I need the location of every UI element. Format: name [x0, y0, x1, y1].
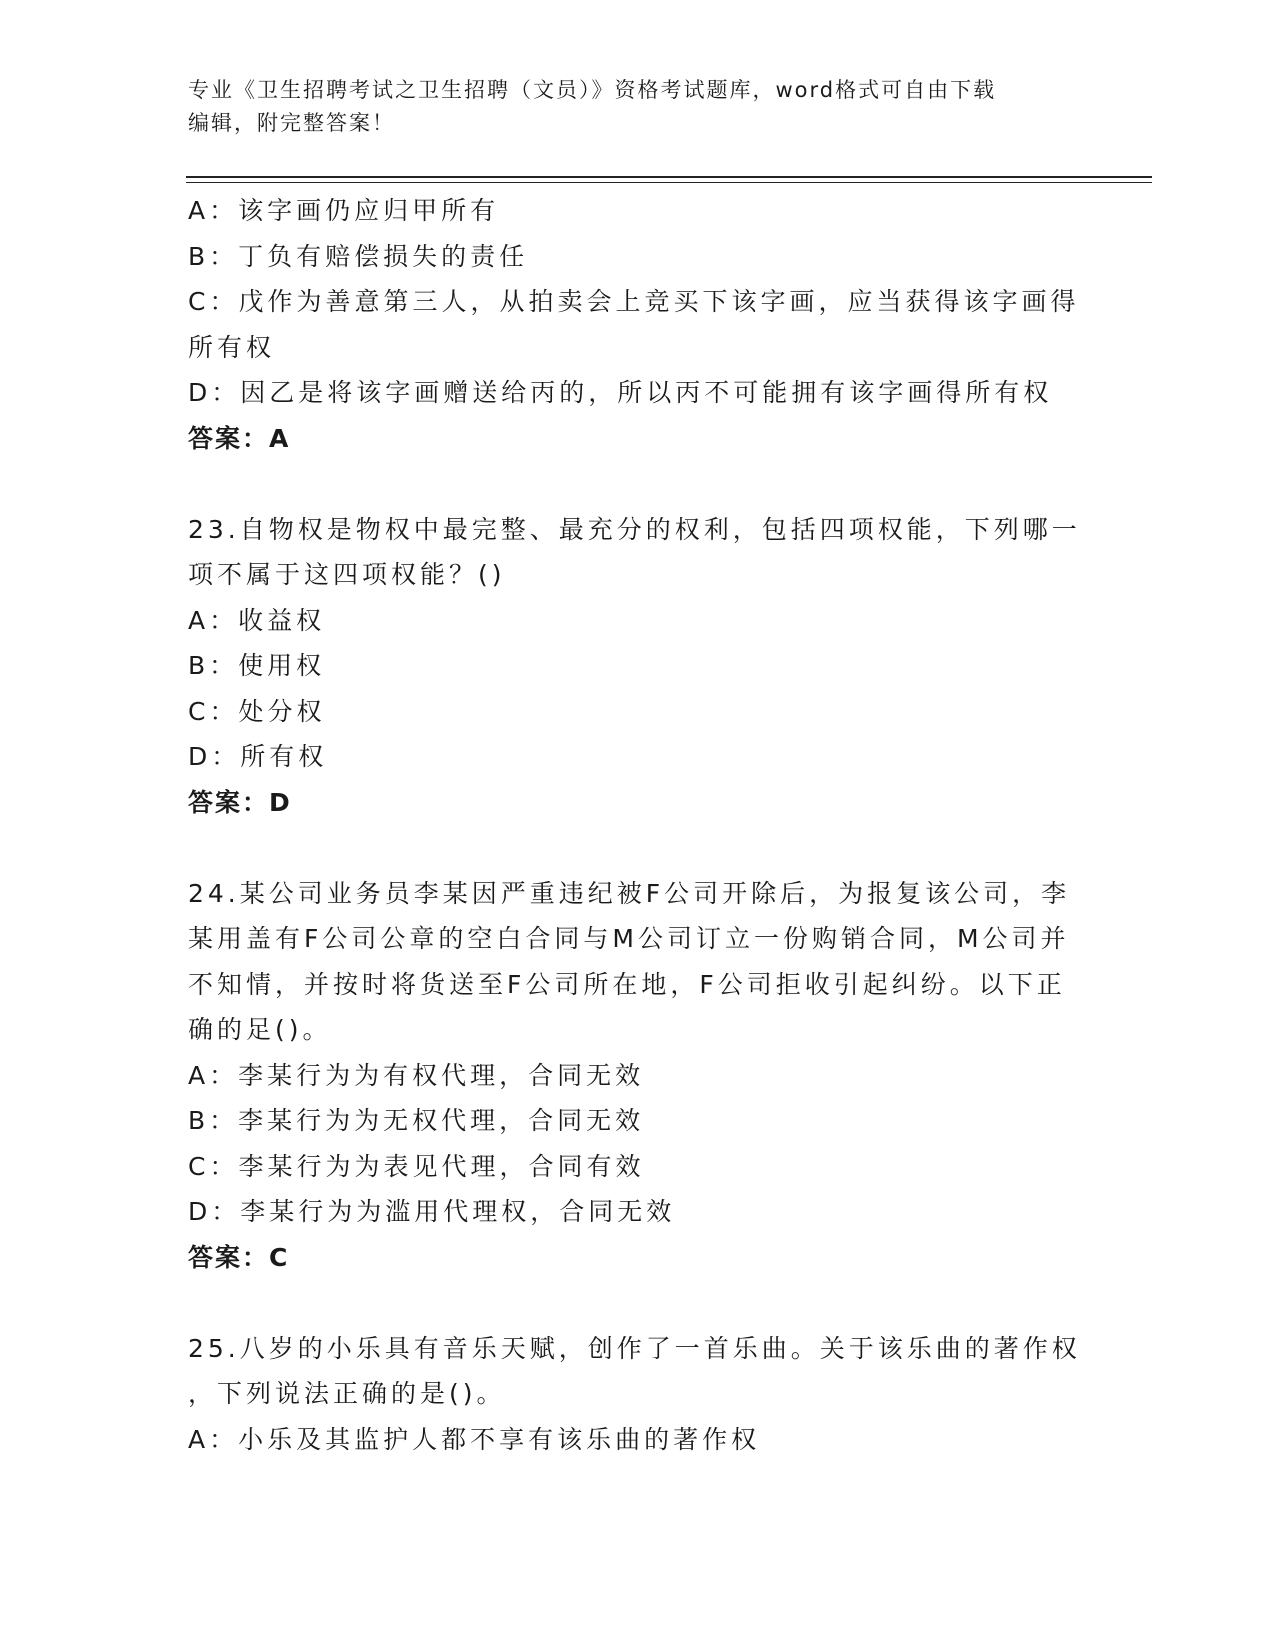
option-b: B：李某行为为无权代理，合同无效 [188, 1106, 645, 1135]
option-d: D：因乙是将该字画赠送给丙的，所以丙不可能拥有该字画得所有权 [188, 378, 1053, 407]
question-23 [188, 507, 1088, 826]
header-divider-thin [186, 182, 1152, 183]
option-b: B：丁负有赔偿损失的责任 [188, 241, 529, 271]
answer: 答案：A [188, 423, 291, 453]
question-stem: 某用盖有F公司公章的空白合同与M公司订立一份购销合同，M公司并 [188, 924, 1070, 953]
option-c-continued: 所有权 [188, 332, 276, 362]
question-25 [188, 1326, 1088, 1463]
spacer [188, 825, 1088, 871]
question-stem: 项不属于这四项权能？() [188, 560, 506, 589]
option-d: D：李某行为为滥用代理权，合同无效 [188, 1197, 676, 1226]
question-stem: 不知情，并按时将货送至F公司所在地，F公司拒收引起纠纷。以下正 [188, 969, 1066, 999]
option-a: A：李某行为为有权代理，合同无效 [188, 1060, 645, 1090]
question-stem: ，下列说法正确的是()。 [188, 1379, 506, 1408]
header-line: 专业《卫生招聘考试之卫生招聘（文员）》资格考试题库，word格式可自由下载 [188, 78, 997, 102]
question-stem: 确的足()。 [188, 1015, 332, 1044]
document-header [188, 74, 1088, 140]
option-c: C：李某行为为表见代理，合同有效 [188, 1151, 645, 1181]
option-a: A：该字画仍应归甲所有 [188, 196, 500, 225]
question-24 [188, 871, 1088, 1281]
spacer [188, 1280, 1088, 1326]
question-stem: 24.某公司业务员李某因严重违纪被F公司开除后，为报复该公司，李 [188, 878, 1071, 908]
header-divider [186, 176, 1152, 178]
answer: 答案：D [188, 787, 292, 817]
option-c: C：戊作为善意第三人，从拍卖会上竞买下该字画，应当获得该字画得 [188, 287, 1080, 316]
option-d: D：所有权 [188, 742, 328, 771]
answer: 答案：C [188, 1242, 290, 1272]
option-b: B：使用权 [188, 651, 326, 680]
question-stem: 23.自物权是物权中最完整、最充分的权利，包括四项权能，下列哪一 [188, 514, 1081, 544]
question-stem: 25.八岁的小乐具有音乐天赋，创作了一首乐曲。关于该乐曲的著作权 [188, 1333, 1081, 1363]
option-a: A：收益权 [188, 605, 326, 635]
option-c: C：处分权 [188, 696, 326, 726]
question-list [188, 188, 1088, 1462]
header-line: 编辑，附完整答案！ [188, 111, 395, 135]
option-a: A：小乐及其监护人都不享有该乐曲的著作权 [188, 1424, 761, 1454]
question-22 [188, 188, 1088, 461]
spacer [188, 461, 1088, 507]
